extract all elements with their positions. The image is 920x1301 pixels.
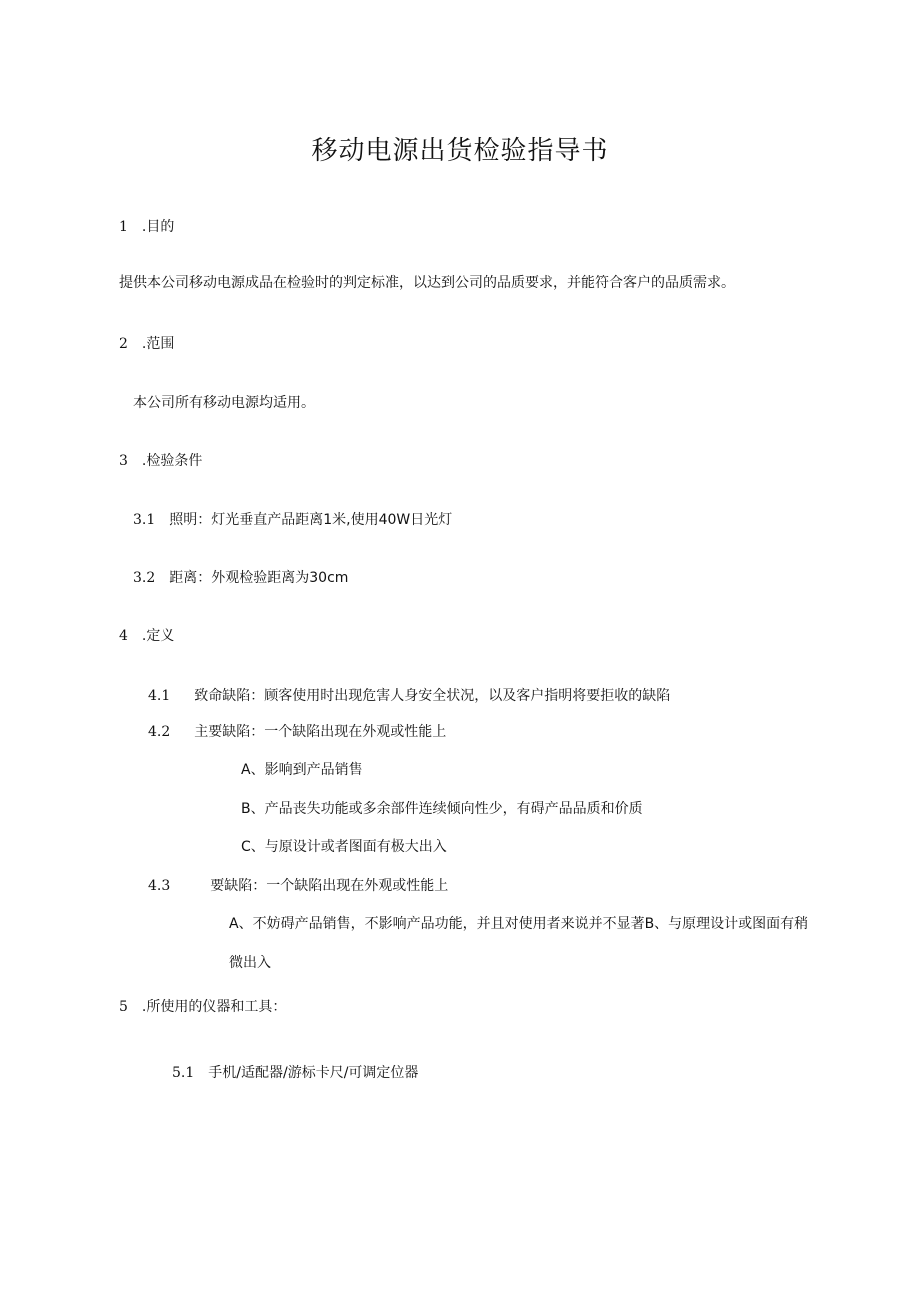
section-2-text: 本公司所有移动电源均适用。 xyxy=(133,395,315,411)
item-number: 3.2 xyxy=(133,570,156,586)
item-text: 主要缺陷：一个缺陷出现在外观或性能上 xyxy=(194,724,447,740)
section-4-heading xyxy=(119,626,174,646)
section-1-text: 提供本公司移动电源成品在检验时的判定标准，以达到公司的品质要求，并能符合客户的品质需求。 xyxy=(119,275,735,291)
item-4-2-b: B、产品丧失功能或多余部件连续倾向性少，有碍产品品质和价质 xyxy=(241,801,643,817)
item-number: 5.1 xyxy=(172,1065,195,1081)
item-4-3 xyxy=(148,876,448,896)
item-3-2 xyxy=(133,568,348,588)
section-title: .范围 xyxy=(141,336,175,352)
item-4-2 xyxy=(148,722,446,742)
document-title: 移动电源出货检验指导书 xyxy=(311,136,609,166)
section-number: 4 xyxy=(119,628,128,644)
item-text: 照明：灯光垂直产品距离1米,使用40W日光灯 xyxy=(169,512,453,528)
item-number: 4.3 xyxy=(148,878,171,894)
section-title: .定义 xyxy=(141,628,175,644)
section-number: 1 xyxy=(119,219,128,235)
item-3-1 xyxy=(133,510,452,530)
section-title: .所使用的仪器和工具： xyxy=(141,999,287,1015)
item-text: 致命缺陷：顾客使用时出现危害人身安全状况，以及客户指明将要拒收的缺陷 xyxy=(194,688,671,704)
section-3-heading xyxy=(119,451,202,471)
section-5-heading xyxy=(119,997,286,1017)
item-4-3-line-2: 微出入 xyxy=(229,955,271,971)
item-text: 要缺陷：一个缺陷出现在外观或性能上 xyxy=(210,878,449,894)
section-title: .目的 xyxy=(141,219,175,235)
item-number: 4.1 xyxy=(148,688,171,704)
section-title: .检验条件 xyxy=(141,453,203,469)
item-4-1 xyxy=(148,686,670,706)
item-4-2-c: C、与原设计或者图面有极大出入 xyxy=(241,839,447,855)
item-number: 3.1 xyxy=(133,512,156,528)
item-5-1 xyxy=(172,1063,418,1083)
item-text: 距离：外观检验距离为30cm xyxy=(169,570,349,586)
section-number: 3 xyxy=(119,453,128,469)
section-2-heading xyxy=(119,334,174,354)
item-4-3-line-1: A、不妨碍产品销售，不影响产品功能，并且对使用者来说并不显著B、与原理设计或图面有稍 xyxy=(229,916,809,932)
item-number: 4.2 xyxy=(148,724,171,740)
item-4-2-a: A、影响到产品销售 xyxy=(241,762,363,778)
section-number: 5 xyxy=(119,999,128,1015)
item-text: 手机/适配器/游标卡尺/可调定位器 xyxy=(208,1065,419,1081)
section-1-heading xyxy=(119,217,174,237)
section-number: 2 xyxy=(119,336,128,352)
